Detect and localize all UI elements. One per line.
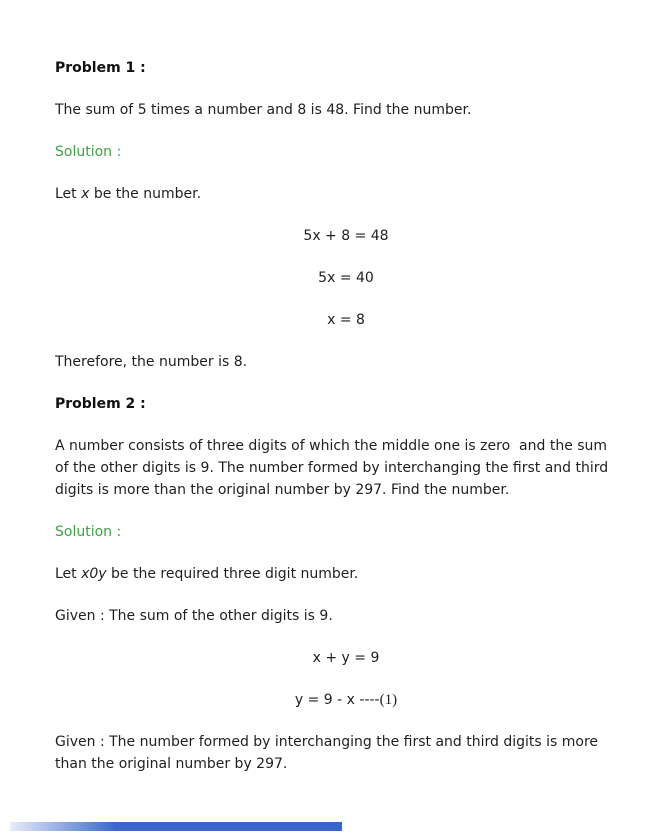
problem1-solution-label: Solution : bbox=[55, 144, 122, 160]
problem2-solution-label: Solution : bbox=[55, 524, 122, 540]
equation-line: x = 8 bbox=[327, 312, 365, 328]
equation-reference-number: (1) bbox=[379, 692, 398, 708]
problem1-heading: Problem 1 : bbox=[55, 60, 146, 76]
problem2-statement: A number consists of three digits of which the middle one is zero and the sum of the other digits is 9. The number formed by interchanging the first and third digits is more than the original number by 297. Find the number. bbox=[55, 438, 613, 498]
let-suffix: be the required three digit number. bbox=[106, 566, 359, 582]
let-variable: x bbox=[81, 186, 90, 202]
problem2-given-line-2: Given : The number formed by interchanging the first and third digits is more than the original number by 297. bbox=[55, 734, 603, 772]
let-prefix: Let bbox=[55, 186, 82, 202]
equation-line: 5x = 40 bbox=[318, 270, 374, 286]
problem1-statement: The sum of 5 times a number and 8 is 48. Find the number. bbox=[55, 102, 472, 118]
equation-main: y = 9 - x ---- bbox=[294, 692, 380, 708]
let-prefix: Let bbox=[55, 566, 82, 582]
problem2-let-line bbox=[55, 563, 619, 585]
bottom-blue-bar bbox=[10, 822, 342, 831]
equation-line bbox=[55, 689, 619, 711]
problem1-conclusion: Therefore, the number is 8. bbox=[55, 354, 248, 370]
problem2-given-line-1: Given : The sum of the other digits is 9. bbox=[55, 608, 333, 624]
problem2-heading: Problem 2 : bbox=[55, 396, 146, 412]
equation-line: 5x + 8 = 48 bbox=[303, 228, 389, 244]
let-variable: x0y bbox=[81, 566, 107, 582]
problem1-let-line bbox=[55, 183, 619, 205]
equation-line: x + y = 9 bbox=[312, 650, 380, 666]
let-suffix: be the number. bbox=[89, 186, 202, 202]
